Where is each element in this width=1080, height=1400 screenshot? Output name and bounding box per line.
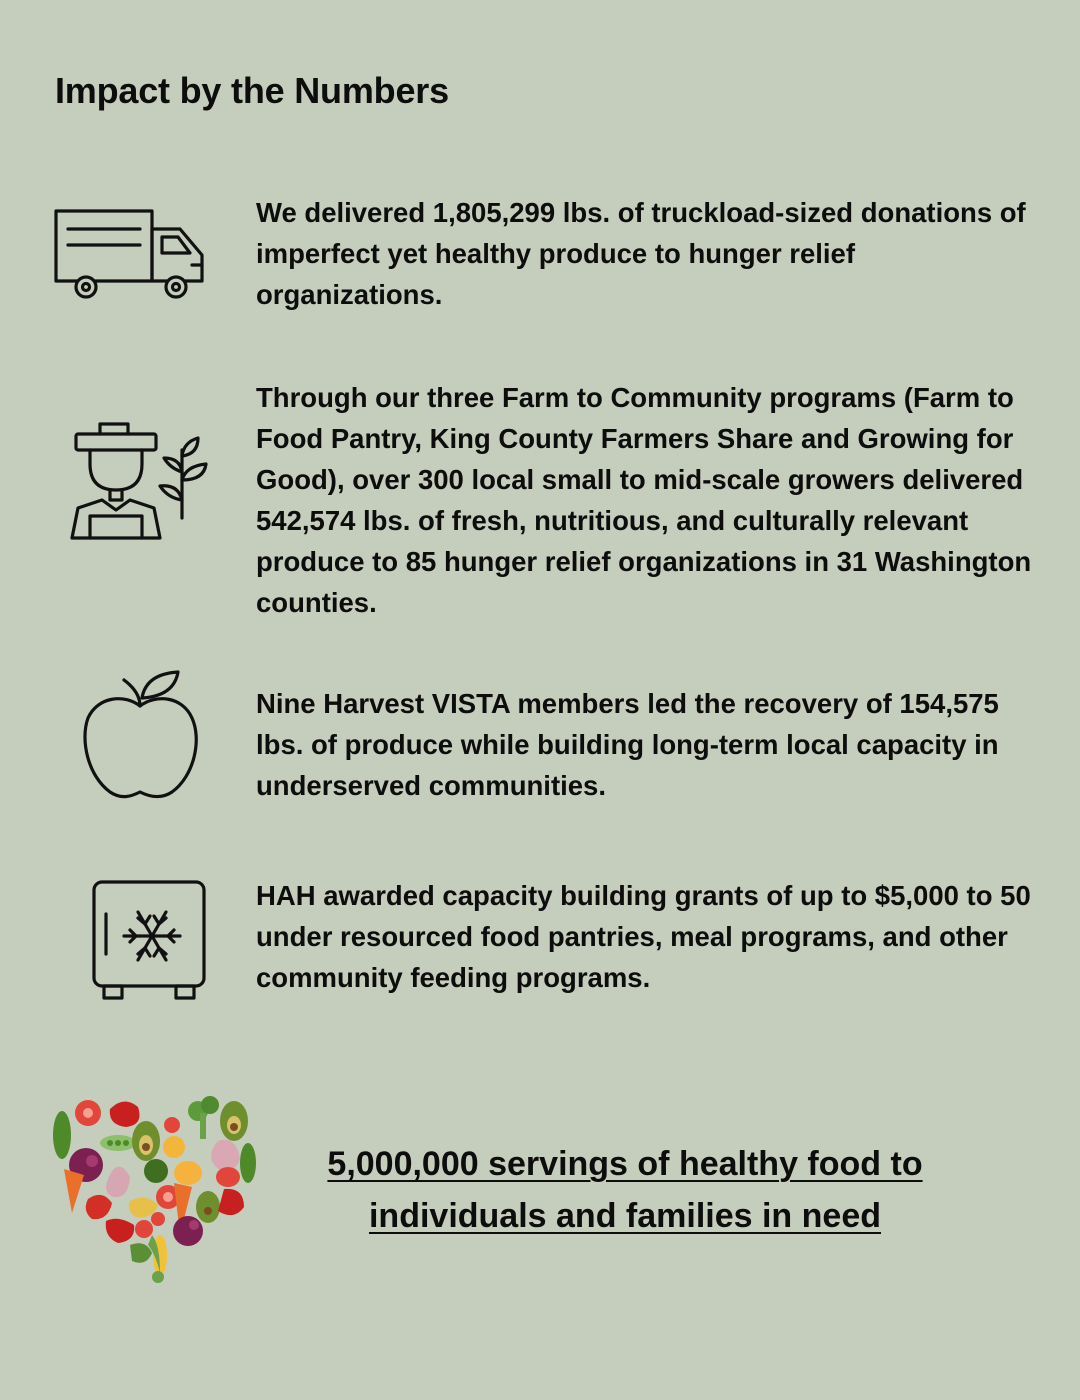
vegetable-heart-icon bbox=[48, 1095, 263, 1285]
impact-text-farm-to-community: Through our three Farm to Community programs (Farm to Food Pantry, King County Farmers Share and Growing for Good), over 300 local small to mid-scale growers delivered 542,574 lbs. of fresh, nutritious, and culturally relevant produce to 85 hunger relief organizations in 31 Washington counties. bbox=[256, 382, 1032, 618]
servings-total-text: 5,000,000 servings of healthy food to individuals and families in need bbox=[327, 1145, 923, 1235]
impact-text-grants: HAH awarded capacity building grants of up to $5,000 to 50 under resourced food pantries, meal programs, and other community feeding programs. bbox=[256, 880, 1031, 993]
page-title: Impact by the Numbers bbox=[55, 70, 449, 111]
freezer-icon bbox=[90, 878, 208, 1004]
impact-text-vista: Nine Harvest VISTA members led the recovery of 154,575 lbs. of produce while building long-term local capacity in underserved communities. bbox=[256, 688, 999, 801]
impact-text-delivered: We delivered 1,805,299 lbs. of truckload-sized donations of imperfect yet healthy produce to hunger relief organizations. bbox=[256, 197, 1026, 310]
truck-icon bbox=[52, 205, 208, 299]
farmer-icon bbox=[66, 420, 216, 545]
apple-icon bbox=[80, 668, 204, 802]
